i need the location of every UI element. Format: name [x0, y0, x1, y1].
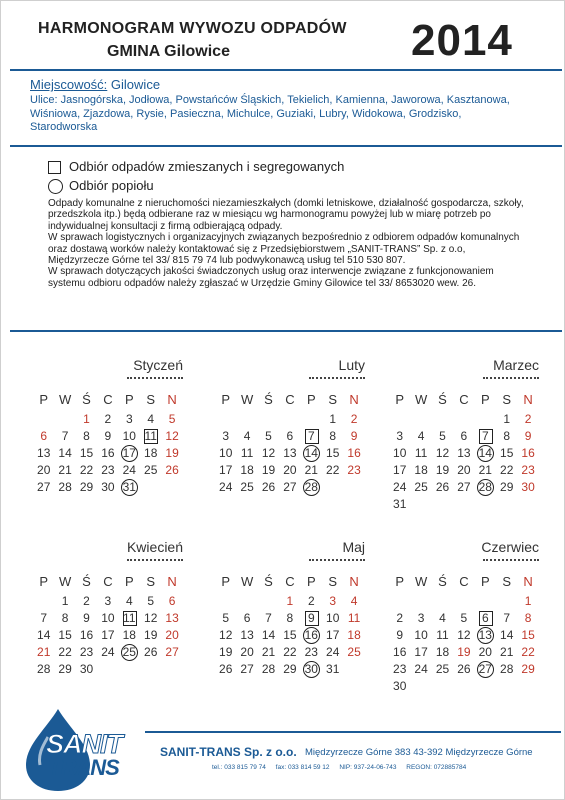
- month-underline: [483, 377, 539, 381]
- weekday-label: C: [459, 392, 469, 407]
- calendar-day: 25: [435, 662, 450, 676]
- streets-list: [30, 94, 530, 135]
- weekday-label: N: [349, 392, 359, 407]
- calendar-day: 13: [283, 446, 297, 460]
- calendar-day: 12: [165, 429, 179, 443]
- info-text: [48, 198, 528, 289]
- weekday-label: Ś: [82, 574, 91, 589]
- weekday-label: Ś: [264, 392, 273, 407]
- weekday-label: P: [395, 574, 405, 589]
- weekday-label: N: [167, 392, 177, 407]
- calendar-day: 18: [122, 628, 136, 642]
- month-calendar: [389, 357, 539, 517]
- location-label: Miejscowość:: [30, 77, 108, 92]
- calendar-day: 27: [165, 645, 179, 659]
- calendar-day: 14: [37, 628, 51, 642]
- calendar-day: 8: [329, 429, 337, 443]
- calendar-day: 28: [301, 480, 322, 495]
- calendar-day: 17: [326, 628, 340, 642]
- calendar-day: 23: [393, 662, 407, 676]
- month-calendar: [215, 539, 365, 699]
- calendar-day: 1: [83, 412, 90, 426]
- weekday-label: Ś: [438, 392, 447, 407]
- calendar-day: 16: [347, 446, 361, 460]
- month-calendar: [389, 539, 539, 699]
- calendar-day: 7: [40, 611, 48, 625]
- month-name: Czerwiec: [481, 539, 539, 555]
- calendar-day: 21: [37, 645, 51, 659]
- calendar-day: 24: [326, 645, 340, 659]
- calendar-day: 12: [435, 446, 450, 460]
- calendar-day: 9: [301, 611, 322, 626]
- streets-label: Ulice:: [30, 94, 58, 106]
- weekday-label: P: [306, 574, 316, 589]
- calendar-day: 25: [240, 480, 254, 494]
- calendar-day: 18: [435, 645, 450, 659]
- calendar-day: 14: [475, 446, 496, 461]
- calendar-day: 19: [219, 645, 233, 659]
- calendar-day: 29: [500, 480, 514, 494]
- weekday-label: N: [523, 574, 533, 589]
- weekday-label: S: [502, 574, 512, 589]
- calendar-day: 28: [58, 480, 72, 494]
- calendar-day: 13: [240, 628, 254, 642]
- weekday-header: [389, 392, 539, 406]
- footer-divider: [145, 731, 561, 733]
- calendar-day: 12: [219, 628, 233, 642]
- calendar-day: 31: [393, 497, 407, 511]
- calendar-day: 16: [521, 446, 535, 460]
- company-nip: NIP: 937-24-06-743: [339, 764, 397, 771]
- company-regon: REGON: 072885784: [406, 764, 467, 771]
- calendar-day: 10: [393, 446, 407, 460]
- calendar-day: 15: [500, 446, 514, 460]
- calendar-day: 13: [475, 628, 496, 643]
- month-calendar: [215, 357, 365, 517]
- calendar-day: 2: [83, 594, 90, 608]
- calendar-day: 30: [301, 662, 322, 677]
- calendar-day: 2: [307, 594, 315, 608]
- calendar-day: 21: [500, 645, 514, 659]
- calendar-day: 13: [37, 446, 51, 460]
- weekday-label: W: [414, 392, 428, 407]
- company-address: Międzyrzecze Górne 383 43-392 Międzyrzecze Górne: [305, 747, 533, 758]
- calendar-day: 25: [119, 645, 140, 660]
- calendar-day: 17: [393, 463, 407, 477]
- schedule-title: HARMONOGRAM WYWOZU ODPADÓW: [38, 20, 347, 37]
- weekday-label: P: [306, 392, 316, 407]
- calendar-day: 4: [243, 429, 251, 443]
- calendar-day: 21: [58, 463, 72, 477]
- calendar-day: 17: [119, 446, 140, 461]
- weekday-label: P: [221, 574, 231, 589]
- calendar-day: 23: [79, 645, 94, 659]
- info-paragraph: Odpady komunalne z nieruchomości niezamieszkałych (domki letniskowe, działalność gospodarcza, szkoły, przedszkola itp.) będą odbierane raz w miesiącu wg harmonogramu powyżej lub w miarę potrzeb po indywidualnej konsultacji z firmą odbierającą odpady.: [48, 198, 524, 232]
- calendar-day: 7: [265, 611, 272, 625]
- calendar-day: 27: [240, 662, 254, 676]
- calendar-day: 3: [125, 412, 133, 426]
- calendar-day: 10: [414, 628, 428, 642]
- month-name: Kwiecień: [126, 539, 183, 555]
- calendar-day: 8: [524, 611, 532, 625]
- calendar-day: 6: [40, 429, 48, 443]
- calendar-day: 5: [147, 594, 155, 608]
- calendar-day: 21: [304, 463, 318, 477]
- weekday-label: N: [523, 392, 533, 407]
- calendar-day: 7: [503, 611, 511, 625]
- weekday-label: Ś: [264, 574, 273, 589]
- weekday-label: P: [39, 574, 49, 589]
- calendar-day: 22: [79, 463, 94, 477]
- calendar-day: 8: [61, 611, 69, 625]
- calendar-day: 29: [283, 662, 297, 676]
- info-divider: [10, 330, 562, 332]
- calendar-day: 24: [122, 463, 136, 477]
- calendar-day: 26: [457, 662, 471, 676]
- calendar-day: 14: [261, 628, 276, 642]
- calendar-day: 6: [168, 594, 176, 608]
- calendar-day: 6: [475, 611, 496, 626]
- calendar-day: 21: [261, 645, 276, 659]
- weekday-label: S: [146, 392, 156, 407]
- calendar-day: 10: [326, 611, 340, 625]
- weekday-label: P: [480, 392, 490, 407]
- weekday-label: C: [459, 574, 469, 589]
- weekday-label: C: [103, 392, 113, 407]
- municipality-title: GMINA Gilowice: [107, 43, 230, 60]
- calendar-day: 10: [219, 446, 233, 460]
- calendar-day: 7: [301, 429, 322, 444]
- calendar-day: 29: [79, 480, 94, 494]
- calendar-day: 2: [104, 412, 112, 426]
- calendar-day: 26: [219, 662, 233, 676]
- weekday-label: W: [240, 574, 254, 589]
- calendar-day: 8: [503, 429, 511, 443]
- calendar-day: 2: [396, 611, 404, 625]
- calendar-day: 27: [457, 480, 471, 494]
- calendar-day: 19: [144, 628, 158, 642]
- calendar-day: 29: [58, 662, 72, 676]
- calendar-day: 28: [475, 480, 496, 495]
- month-underline: [309, 377, 365, 381]
- calendar-day: 30: [521, 480, 535, 494]
- weekday-label: Ś: [438, 574, 447, 589]
- calendar-day: 21: [478, 463, 492, 477]
- calendar-day: 5: [265, 429, 272, 443]
- calendar-day: 14: [58, 446, 72, 460]
- calendar-day: 3: [396, 429, 404, 443]
- logo-text-top: SANIT: [46, 729, 122, 759]
- calendar-day: 8: [83, 429, 90, 443]
- calendar-day: 16: [393, 645, 407, 659]
- calendar-day: 3: [104, 594, 112, 608]
- calendar-day: 14: [301, 446, 322, 461]
- calendar-day: 18: [414, 463, 428, 477]
- calendar-day: 7: [475, 429, 496, 444]
- year-label: 2014: [411, 16, 513, 65]
- calendar-day: 19: [457, 645, 471, 659]
- calendar-day: 9: [524, 429, 532, 443]
- calendar-day: 15: [521, 628, 535, 642]
- calendar-day: 1: [286, 594, 294, 608]
- calendar-day: 22: [58, 645, 72, 659]
- calendar-day: 20: [240, 645, 254, 659]
- calendar-day: 24: [219, 480, 233, 494]
- weekday-label: C: [285, 392, 295, 407]
- calendar-day: 17: [414, 645, 428, 659]
- calendar-day: 12: [144, 611, 158, 625]
- calendar-day: 15: [79, 446, 94, 460]
- legend-circle-label: Odbiór popiołu: [69, 178, 154, 193]
- calendar-day: 4: [439, 611, 446, 625]
- calendar-day: 17: [101, 628, 115, 642]
- calendar-day: 17: [219, 463, 233, 477]
- calendar-day: 10: [122, 429, 136, 443]
- calendar-day: 30: [79, 662, 94, 676]
- square-marker-icon: [48, 161, 61, 174]
- calendar-day: 27: [475, 662, 496, 677]
- calendar-day: 11: [347, 611, 361, 625]
- weekday-label: C: [285, 574, 295, 589]
- legend-square-label: Odbiór odpadów zmieszanych i segregowanych: [69, 159, 345, 174]
- calendar-day: 28: [500, 662, 514, 676]
- info-paragraph: W sprawach logistycznych i organizacyjnych związanych bezpośrednio z odbiorem odpadów komunalnych oraz dostawą worków należy kontaktować się z Przedsiębiorstwem „SANIT-TRANS” Sp. z o.o, Międzyrzecze Górne tel 33/ 815 79 74 lub podwykonawcą usług tel 510 530 807.: [48, 232, 520, 267]
- calendar-day: 27: [283, 480, 297, 494]
- calendar-day: 4: [417, 429, 425, 443]
- calendar-day: 18: [240, 463, 254, 477]
- weekday-label: S: [328, 392, 338, 407]
- calendar-day: 1: [503, 412, 511, 426]
- calendar-day: 16: [79, 628, 94, 642]
- month-name: Maj: [342, 539, 365, 555]
- calendar-day: 23: [347, 463, 361, 477]
- logo-text-bottom: TRANS: [48, 755, 119, 780]
- calendar-day: 15: [283, 628, 297, 642]
- calendar-day: 30: [101, 480, 115, 494]
- weekday-label: S: [502, 392, 512, 407]
- calendar-day: 20: [478, 645, 492, 659]
- month-name: Marzec: [493, 357, 539, 373]
- calendar-day: 14: [500, 628, 514, 642]
- calendar-day: 30: [393, 679, 407, 693]
- weekday-header: [33, 392, 183, 406]
- calendar-day: 6: [243, 611, 251, 625]
- calendar-day: 12: [457, 628, 471, 642]
- calendar-day: 23: [521, 463, 535, 477]
- calendar-day: 12: [261, 446, 276, 460]
- location: [30, 77, 160, 92]
- calendar-day: 9: [396, 628, 404, 642]
- calendar-day: 8: [286, 611, 294, 625]
- calendar-day: 28: [261, 662, 276, 676]
- calendar-day: 23: [101, 463, 115, 477]
- calendar-day: 31: [326, 662, 340, 676]
- location-divider: [10, 145, 562, 147]
- info-paragraph: W sprawach dotyczących jakości świadczonych usług oraz interwencje związane z funkcjonowaniem systemu odbioru odpadów należy zgłaszać w Urzędzie Gminy Gilowice tel 33/ 8653020 wew. 26.: [48, 266, 494, 289]
- calendar-day: 11: [119, 611, 140, 626]
- circle-marker-icon: [48, 179, 63, 194]
- calendar-day: 1: [329, 412, 337, 426]
- location-value: Gilowice: [110, 77, 161, 92]
- weekday-header: [33, 574, 183, 588]
- calendar-day: 6: [286, 429, 294, 443]
- calendar-day: 9: [104, 429, 112, 443]
- calendar-day: 1: [61, 594, 69, 608]
- calendar-day: 29: [521, 662, 535, 676]
- calendar-day: 23: [304, 645, 318, 659]
- calendar-day: 13: [457, 446, 471, 460]
- calendar-day: 25: [347, 645, 361, 659]
- calendar-day: 26: [261, 480, 276, 494]
- calendar-day: 6: [460, 429, 468, 443]
- calendar-day: 15: [326, 446, 340, 460]
- weekday-label: W: [240, 392, 254, 407]
- company-fax: fax: 033 814 59 12: [275, 764, 330, 771]
- calendar-day: 20: [283, 463, 297, 477]
- calendar-day: 22: [283, 645, 297, 659]
- calendar-day: 4: [125, 594, 133, 608]
- calendar-day: 3: [222, 429, 230, 443]
- calendar-day: 5: [222, 611, 230, 625]
- calendar-day: 3: [329, 594, 337, 608]
- calendar-day: 22: [326, 463, 340, 477]
- weekday-label: C: [103, 574, 113, 589]
- company-logo: [18, 707, 133, 792]
- calendar-day: 9: [83, 611, 90, 625]
- weekday-label: P: [221, 392, 231, 407]
- calendar-day: 11: [436, 628, 449, 642]
- calendar-day: 20: [457, 463, 471, 477]
- weekday-label: P: [124, 574, 134, 589]
- calendar-day: 4: [147, 412, 155, 426]
- weekday-label: W: [58, 574, 72, 589]
- weekday-label: N: [167, 574, 177, 589]
- calendar-day: 20: [37, 463, 51, 477]
- calendar-day: 5: [439, 429, 446, 443]
- weekday-header: [389, 574, 539, 588]
- calendar-day: 13: [165, 611, 179, 625]
- calendar-day: 25: [414, 480, 428, 494]
- company-contact: [212, 764, 474, 771]
- calendar-day: 2: [350, 412, 358, 426]
- month-calendar: [33, 539, 183, 699]
- header: [0, 0, 565, 68]
- calendar-day: 25: [144, 463, 158, 477]
- calendar-day: 26: [435, 480, 450, 494]
- company-name: SANIT-TRANS Sp. z o.o.: [160, 745, 297, 759]
- calendar-day: 19: [435, 463, 450, 477]
- weekday-label: S: [328, 574, 338, 589]
- month-name: Styczeń: [133, 357, 183, 373]
- month-calendar: [33, 357, 183, 517]
- calendar-day: 15: [58, 628, 72, 642]
- company-tel: tel.: 033 815 79 74: [212, 764, 266, 771]
- calendar-day: 1: [524, 594, 532, 608]
- weekday-label: W: [58, 392, 72, 407]
- calendar-day: 5: [460, 611, 468, 625]
- weekday-label: P: [39, 392, 49, 407]
- calendar-day: 22: [500, 463, 514, 477]
- calendar-day: 20: [165, 628, 179, 642]
- calendar-day: 28: [37, 662, 51, 676]
- calendar-day: 19: [165, 446, 179, 460]
- calendar-day: 4: [350, 594, 358, 608]
- header-divider: [10, 69, 562, 71]
- month-underline: [127, 559, 183, 563]
- weekday-label: Ś: [82, 392, 91, 407]
- calendar-day: 24: [393, 480, 407, 494]
- calendar-day: 31: [119, 480, 140, 495]
- weekday-label: P: [124, 392, 134, 407]
- month-underline: [483, 559, 539, 563]
- calendar-day: 27: [37, 480, 51, 494]
- weekday-header: [215, 574, 365, 588]
- calendar-day: 22: [521, 645, 535, 659]
- month-name: Luty: [338, 357, 365, 373]
- calendar-day: 16: [301, 628, 322, 643]
- month-underline: [127, 377, 183, 381]
- calendar-day: 9: [350, 429, 358, 443]
- calendar-day: 11: [240, 446, 254, 460]
- calendar-day: 26: [144, 645, 158, 659]
- weekday-label: S: [146, 574, 156, 589]
- calendar-day: 3: [417, 611, 425, 625]
- calendar-day: 5: [168, 412, 176, 426]
- weekday-label: W: [414, 574, 428, 589]
- calendar-day: 11: [414, 446, 428, 460]
- month-underline: [309, 559, 365, 563]
- weekday-label: P: [480, 574, 490, 589]
- calendar-day: 7: [61, 429, 69, 443]
- weekday-label: P: [395, 392, 405, 407]
- streets-text: Jasnogórska, Jodłowa, Powstańców Śląskich, Tekielich, Kamienna, Jaworowa, Kasztanowa, Wiśniowa, Zjazdowa, Rysie, Pasieczna, Michulce, Guziaki, Lubry, Widokowa, Grodzisko, Starodworska: [30, 94, 510, 133]
- weekday-header: [215, 392, 365, 406]
- calendar-day: 16: [101, 446, 115, 460]
- calendar-day: 2: [524, 412, 532, 426]
- calendar-day: 24: [101, 645, 115, 659]
- calendar-day: 26: [165, 463, 179, 477]
- calendar-day: 11: [140, 429, 161, 444]
- calendar-day: 18: [144, 446, 158, 460]
- weekday-label: N: [349, 574, 359, 589]
- calendar-day: 10: [101, 611, 115, 625]
- calendar-day: 24: [414, 662, 428, 676]
- calendar-day: 18: [347, 628, 361, 642]
- calendar-day: 19: [261, 463, 276, 477]
